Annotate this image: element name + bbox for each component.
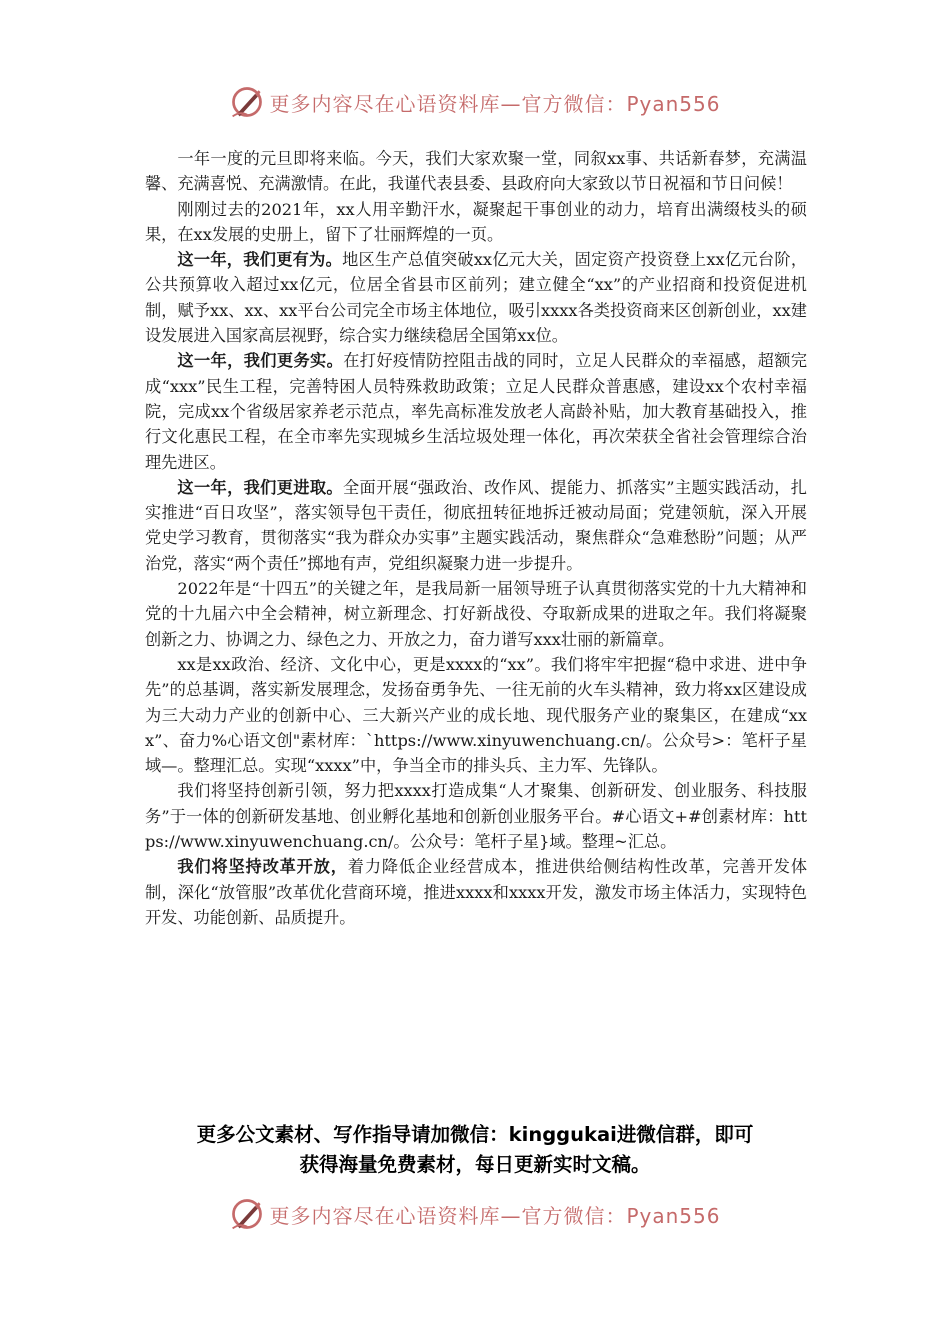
paragraph: 这一年，我们更进取。全面开展“强政治、改作风、提能力、抓落实”主题实践活动，扎实推进“百日攻坚”，落实领导包干责任，彻底扭转征地拆迁被动局面；党建领航，深入开展党史学习教育，贯彻落实“我为群众办实事”主题实践活动，聚焦群众“急难愁盼”问题；从严治党，落实“两个责任”掷地有声，党组织凝聚力进一步提升。 xyxy=(145,477,807,573)
paragraph: 这一年，我们更有为。地区生产总值突破xx亿元大关，固定资产投资登上xx亿元台阶，公共预算收入超过xx亿元，位居全省县市区前列；建立健全“xx”的产业招商和投资促进机制，赋予xx、xx、xx平台公司完全市场主体地位，吸引xxxx各类投资商来区创新创业，xx建设发展进入国家高层视野，综合实力继续稳居全国第xx位。 xyxy=(145,250,808,346)
header-watermark xyxy=(0,80,950,124)
promo-notice xyxy=(100,1120,850,1180)
paragraph: 刚刚过去的2021年，xx人用辛勤汗水，凝聚起干事创业的动力，培育出满缀枝头的硕果，在xx发展的史册上，留下了壮丽辉煌的一页。 xyxy=(145,199,807,244)
promo-line-1: 更多公文素材、写作指导请加微信：kinggukai进微信群，即可 xyxy=(196,1123,754,1146)
watermark-text: 更多内容尽在心语资料库—官方微信：Pyan556 xyxy=(269,1203,721,1228)
paragraph: 2022年是“十四五”的关键之年，是我局新一届领导班子认真贯彻落实党的十九大精神和党的十九届六中全会精神，树立新理念、打好新战役、夺取新成果的进取之年。我们将凝聚创新之力、协调之力、绿色之力、开放之力，奋力谱写xxx壮丽的新篇章。 xyxy=(145,579,807,649)
paragraph: xx是xx政治、经济、文化中心，更是xxxx的“xx”。我们将牢牢把握“稳中求进、进中争先”的总基调，落实新发展理念，发扬奋勇争先、一往无前的火车头精神，致力将xx区建设成为三大动力产业的创新中心、三大新兴产业的成长地、现代服务产业的聚集区，在建成“xxx”、奋力%心语文创"素材库：`https://www.xinyuwenchuang.cn/。公众号>：笔杆子星域—。整理汇总。实现“xxxx”中，争当全市的排头兵、主力军、先锋队。 xyxy=(145,654,807,776)
pen-logo-icon xyxy=(229,1196,265,1232)
watermark-text: 更多内容尽在心语资料库—官方微信：Pyan556 xyxy=(269,91,721,116)
pen-logo-icon xyxy=(229,84,265,120)
article-body xyxy=(145,146,807,930)
paragraph: 一年一度的元旦即将来临。今天，我们大家欢聚一堂，同叙xx事、共话新春梦，充满温馨、充满喜悦、充满激情。在此，我谨代表县委、县政府向大家致以节日祝福和节日问候！ xyxy=(145,149,807,194)
paragraph: 我们将坚持创新引领，努力把xxxx打造成集“人才聚集、创新研发、创业服务、科技服务”于一体的创新研发基地、创业孵化基地和创新创业服务平台。#心语文+#创素材库：https://www.xinyuwenchuang.cn/。公众号：笔杆子星}域。整理~汇总。 xyxy=(145,781,807,852)
paragraph: 这一年，我们更务实。在打好疫情防控阻击战的同时，立足人民群众的幸福感，超额完成“xxx”民生工程，完善特困人员特殊救助政策；立足人民群众普惠感，建设xx个农村幸福院，完成xx个省级居家养老示范点，率先高标准发放老人高龄补贴，加大教育基础投入，推行文化惠民工程，在全市率先实现城乡生活垃圾处理一体化，再次荣获全省社会管理综合治理先进区。 xyxy=(145,351,808,472)
promo-line-2: 获得海量免费素材，每日更新实时文稿。 xyxy=(299,1153,651,1176)
footer-watermark xyxy=(0,1192,950,1236)
paragraph: 我们将坚持改革开放，着力降低企业经营成本，推进供给侧结构性改革，完善开发体制，深化“放管服”改革优化营商环境，推进xxxx和xxxx开发，激发市场主体活力，实现特色开发、功能创新、品质提升。 xyxy=(145,857,808,927)
